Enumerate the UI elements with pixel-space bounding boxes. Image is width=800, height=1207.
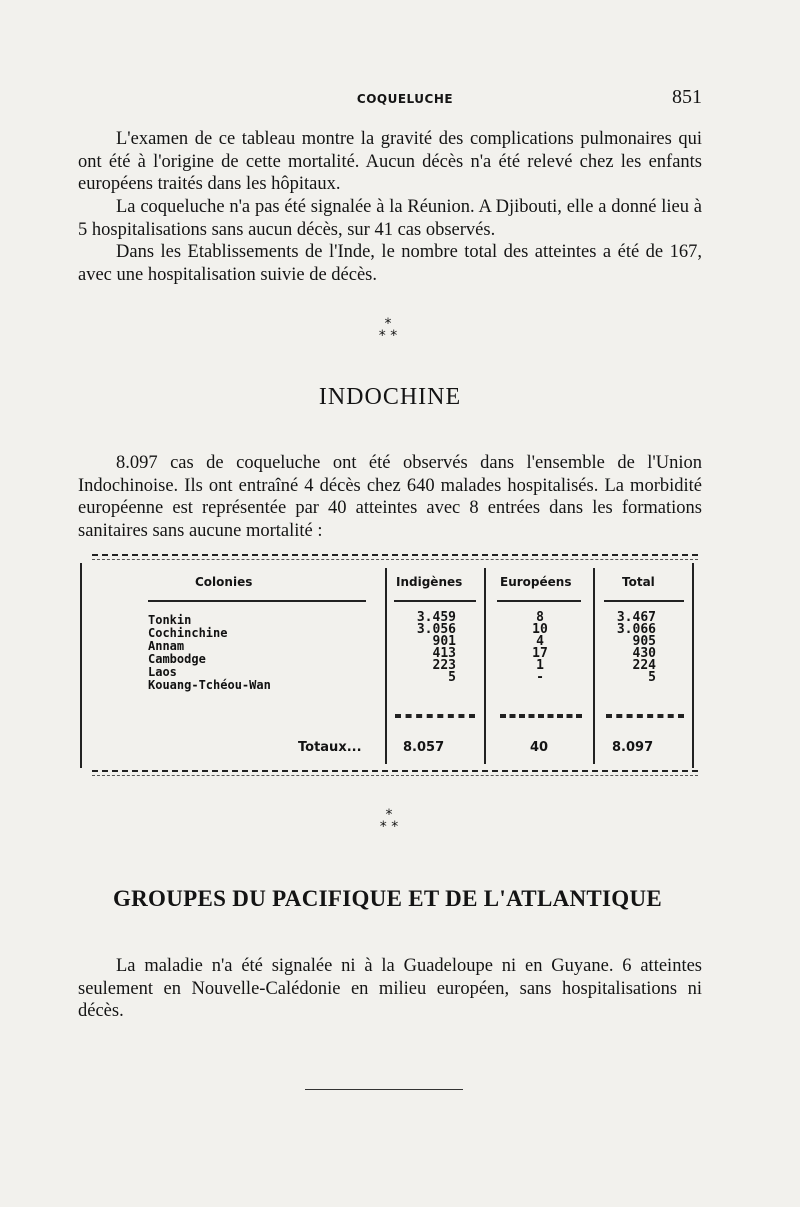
table-top-border — [92, 554, 698, 560]
col-header-europeens: Européens — [500, 575, 572, 589]
table-cell: 905 — [632, 634, 656, 649]
totals-label: Totaux... — [298, 740, 362, 755]
totals-europeens: 40 — [530, 740, 549, 755]
page-number: 851 — [672, 86, 702, 108]
header-rule — [394, 600, 476, 602]
table-row: Tonkin — [148, 613, 192, 627]
star-pair — [374, 821, 404, 833]
section-heading-indochine: INDOCHINE — [318, 384, 462, 410]
table-cell: 17 — [532, 646, 548, 661]
sum-rule — [606, 714, 684, 718]
indigenes-values — [396, 612, 456, 684]
table-cell: 224 — [632, 658, 656, 673]
totals-indigenes: 8.057 — [403, 740, 445, 755]
header-rule — [148, 600, 366, 602]
table-cell: 223 — [432, 658, 456, 673]
col-header-indigenes: Indigènes — [396, 575, 463, 589]
pacifique-paragraph — [78, 955, 702, 1023]
table-cell: 10 — [532, 622, 548, 637]
table-cell: 901 — [432, 634, 456, 649]
header-rule — [604, 600, 684, 602]
table-cell: 8 — [536, 610, 544, 625]
intro-paragraph-3 — [78, 241, 702, 286]
table-cell: 5 — [648, 670, 656, 685]
table-right-border — [692, 563, 694, 768]
table-cell: 3.056 — [416, 622, 456, 637]
sum-rule — [500, 714, 582, 718]
footer-rule — [305, 1089, 463, 1090]
table-cell: 1 — [536, 658, 544, 673]
table-cell: 3.066 — [616, 622, 656, 637]
table-cell: 413 — [432, 646, 456, 661]
intro-paragraph-1 — [78, 128, 702, 196]
star-icon: * — [390, 328, 398, 344]
table-row: Annam — [148, 639, 185, 653]
table-cell: 3.467 — [616, 610, 656, 625]
table-cell: 4 — [536, 634, 544, 649]
table-col-divider — [484, 568, 486, 764]
indochine-paragraph-text: 8.097 cas de coqueluche ont été observés dans l'ensemble de l'Union Indochinoise. Ils ont entraîné 4 décès chez 640 malades hospitalisés. La morbidité européenne est représentée par 40 atteintes avec 8 entrées dans les formations sanitaires sans aucune mortalité : — [78, 453, 702, 541]
section-heading-pacifique: GROUPES DU PACIFIQUE ET DE L'ATLANTIQUE — [112, 886, 663, 911]
star-pair — [373, 330, 403, 342]
total-values — [606, 612, 656, 684]
table-row: Cambodge — [148, 652, 206, 666]
intro-paragraph-2-text: La coqueluche n'a pas été signalée à la Réunion. A Djibouti, elle a donné lieu à 5 hospitalisations sans aucun décès, sur 41 cas observés. — [78, 197, 702, 240]
running-header-title: COQUELUCHE — [356, 92, 454, 106]
intro-paragraph-3-text: Dans les Etablissements de l'Inde, le nombre total des atteintes a été de 167, avec une hospitalisation suivie de décès. — [78, 242, 702, 285]
star-icon: * — [384, 316, 392, 332]
star-icon: * — [391, 819, 399, 835]
sum-rule — [395, 714, 475, 718]
indochine-paragraph — [78, 452, 702, 542]
colony-names — [148, 614, 378, 692]
star-icon: * — [378, 328, 386, 344]
table-col-divider — [385, 568, 387, 764]
table-left-border — [80, 563, 82, 768]
totals-total: 8.097 — [612, 740, 654, 755]
table-cell: 5 — [448, 670, 456, 685]
pacifique-paragraph-text: La maladie n'a été signalée ni à la Guadeloupe ni en Guyane. 6 atteintes seulement en Nouvelle-Calédonie en milieu européen, sans hospitalisations ni décès. — [78, 956, 702, 1021]
europeens-values — [520, 612, 560, 684]
col-header-colonies: Colonies — [195, 575, 253, 589]
col-header-total: Total — [622, 575, 655, 589]
intro-paragraph-2 — [78, 196, 702, 241]
asterism-2 — [374, 809, 404, 833]
star-icon: * — [385, 807, 393, 823]
table-cell: - — [536, 670, 544, 685]
header-rule — [497, 600, 581, 602]
table-bottom-border — [92, 770, 698, 776]
table-cell: 3.459 — [416, 610, 456, 625]
table-row: Kouang-Tchéou-Wan — [148, 678, 271, 692]
table-row: Laos — [148, 665, 177, 679]
table-col-divider — [593, 568, 595, 764]
asterism-1 — [373, 318, 403, 342]
table-cell: 430 — [632, 646, 656, 661]
table-row: Cochinchine — [148, 626, 228, 640]
star-icon: * — [379, 819, 387, 835]
intro-paragraph-1-text: L'examen de ce tableau montre la gravité des complications pulmonaires qui ont été à l'origine de cette mortalité. Aucun décès n'a été relevé chez les enfants européens traités dans les hôpitaux. — [78, 129, 702, 194]
